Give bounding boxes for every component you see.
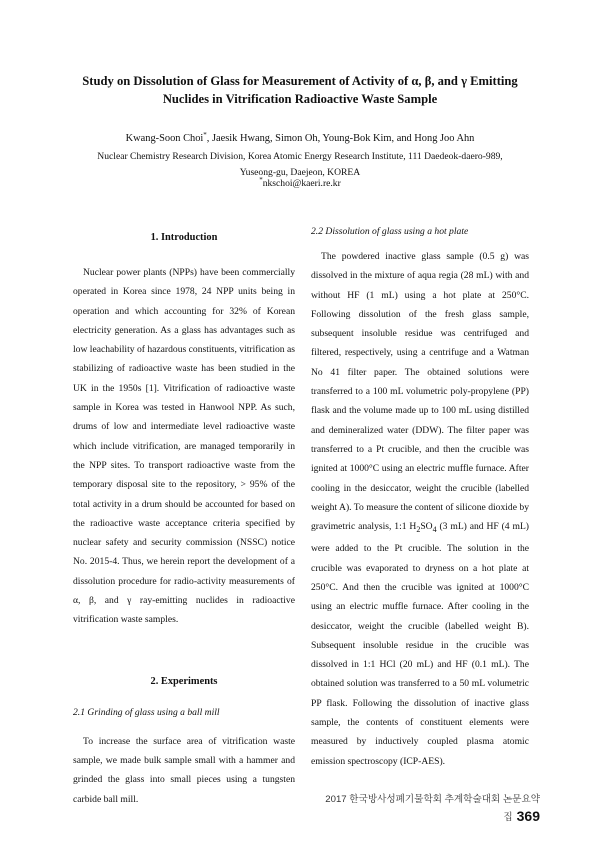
page-number: 369 [516, 807, 540, 824]
page-footer [320, 789, 540, 825]
formula-subscript-4: 4 [432, 525, 437, 535]
lead-author: Kwang-Soon Choi [125, 133, 204, 144]
formula-so: SO [420, 521, 433, 533]
hot-plate-text-part-2: (3 mL) and HF (4 mL) were added to the Pt crucible. The solution in the crucible was evaporated to dryness on a hot plate at 250°C. And then the crucible was ignited at 1000°C using an electric muffle furnace. After cooling in the desiccator, weight the crucible (labelled weight B). Subsequent insoluble residue in the crucible was dissolved in 1:1 HCl (20 mL) and HF (0.1 mL). The obtained solution was transferred to a 50 mL volumetric PP flask. Following the dissolution of inactive glass sample, the contents of constituent elements were measured by inductively coupled plasma atomic emission spectroscopy (ICP-AES). [311, 521, 529, 767]
ball-mill-subheading: 2.1 Grinding of glass using a ball mill [73, 706, 220, 718]
proceedings-title: 2017 한국방사성폐기물학회 추계학술대회 논문요약집 [325, 793, 540, 823]
ball-mill-text: To increase the surface area of vitrification waste sample, we made bulk sample small with a hammer and grinded the glass into small pieces using a tungsten carbide ball mill. [73, 735, 295, 805]
affiliation-line-1: Nuclear Chemistry Research Division, Korea Atomic Energy Research Institute, 111 Daedeok-daero-989, [97, 151, 503, 162]
author-list [40, 131, 560, 144]
hot-plate-subheading: 2.2 Dissolution of glass using a hot plate [311, 226, 469, 237]
corresponding-mark: * [203, 131, 207, 139]
right-column [311, 226, 529, 771]
co-authors: , Jaesik Hwang, Simon Oh, Young-Bok Kim, and Hong Joo Ahn [206, 133, 475, 144]
experiments-heading: 2. Experiments [150, 675, 218, 687]
corresponding-email [40, 176, 560, 189]
formula-subscript-2: 2 [416, 525, 421, 535]
email-address: nkschoi@kaeri.re.kr [262, 178, 341, 189]
hot-plate-text [311, 247, 529, 771]
hot-plate-text-part-1: The powdered inactive glass sample (0.5 g) was dissolved in the mixture of aqua regia (28 mL) with and without HF (1 mL) using a hot plate at 250°C. Following dissolution of the fresh glass sample, subsequent insoluble residue was centrifuged and filtered, respectively, using a centrifuge and a Watman No 41 filter paper. The obtained solutions were transferred to a 100 mL volumetric poly-propylene (PP) flask and the volume made up to 100 mL using distilled and demineralized water (DDW). The filter paper was transferred to a Pt crucible, and then the crucible was ignited at 1000°C using an electric muffle furnace. After cooling in the desiccator, weight the crucible (labelled weight A). To measure the content of silicone dioxide by gravimetric analysis, 1:1 H [311, 251, 529, 533]
introduction-text: Nuclear power plants (NPPs) have been commercially operated in Korea since 1978, 24 NPP units being in operation and which accounting for 32% of Korean electricity generation. As a glass has advantages such as low leachability of hazardous constituents, vitrification as stabilizing of radioactive waste has been studied in the UK in the 1950s [1]. Vitrification of radioactive waste sample in Korea was tested in Hanwool NPP. As such, drums of low and intermediate level radioactive waste which include vitrification, are managed temporarily in the NPP sites. To transport radioactive waste from the temporary disposal site to the repository, > 95% of the total activity in a drum should be accounted for based on the radioactive waste acceptance criteria specified by nuclear safety and security commission (NSSC) notice No. 2015-4. Thus, we herein report the development of a dissolution procedure for radio-activity measurements of α, β, and γ ray-emitting nuclides in radioactive vitrification waste samples. [73, 267, 295, 626]
paper-title: Study on Dissolution of Glass for Measurement of Activity of α, β, and γ Emitting Nuclides in Vitrification Radioactive Waste Sample [82, 74, 518, 106]
affiliation-line-2: Yuseong-gu, Daejeon, KOREA [239, 167, 361, 178]
introduction-heading: 1. Introduction [150, 232, 218, 243]
left-column [73, 226, 295, 809]
email-mark: * [259, 176, 263, 184]
